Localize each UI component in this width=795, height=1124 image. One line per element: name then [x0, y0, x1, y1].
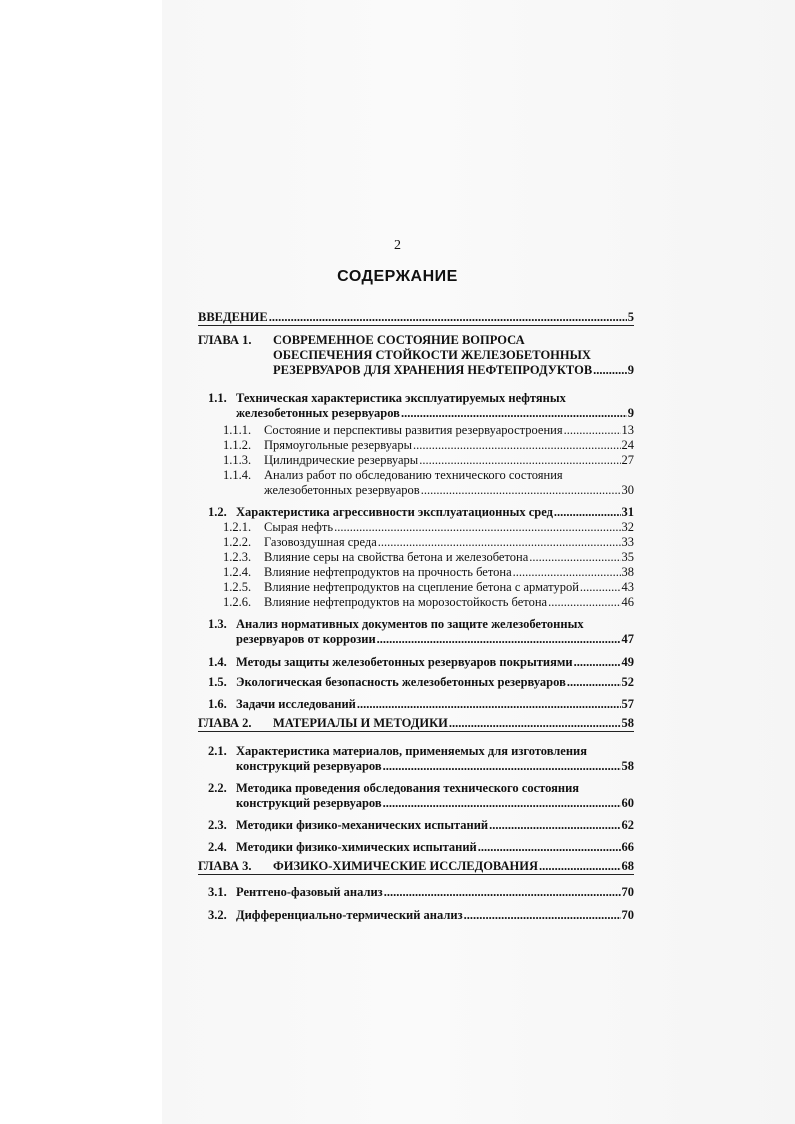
toc-entry-title: Характеристика агрессивности эксплуатационных сред — [236, 505, 553, 519]
toc-entry-line — [208, 781, 634, 795]
toc-page-number: 9 — [627, 406, 634, 420]
toc-entry-number: 1.6. — [208, 697, 227, 711]
toc-leader-dots — [449, 716, 621, 730]
toc-page-number: 49 — [621, 655, 634, 669]
toc-entry-title: Анализ работ по обследованию технического состояния — [264, 468, 563, 482]
toc-entry-line — [273, 348, 634, 362]
toc-entry-title: Влияние серы на свойства бетона и железобетона — [264, 550, 529, 564]
toc-page-number: 70 — [621, 908, 634, 922]
toc-entry-title: ВВЕДЕНИЕ — [198, 310, 268, 324]
toc-page-number: 13 — [621, 423, 634, 437]
toc-entry-line — [236, 632, 634, 646]
section-divider — [198, 731, 634, 732]
toc-entry-title: железобетонных резервуаров — [264, 483, 420, 497]
toc-entry-number: 2.4. — [208, 840, 227, 854]
toc-leader-dots — [384, 885, 621, 899]
toc-entry-line — [223, 468, 634, 482]
toc-entry-title: Сырая нефть — [264, 520, 334, 534]
toc-page-number: 70 — [621, 885, 634, 899]
toc-entry-number: 2.2. — [208, 781, 227, 795]
toc-page-number: 33 — [621, 535, 634, 549]
toc-leader-dots — [513, 565, 621, 579]
toc-entry-line — [236, 796, 634, 810]
toc-entry-number: 2.1. — [208, 744, 227, 758]
toc-entry-line — [208, 655, 634, 669]
toc-entry-number: 1.2.4. — [223, 565, 252, 579]
toc-entry-title: Методика проведения обследования технического состояния — [236, 781, 580, 795]
toc-entry-title: железобетонных резервуаров — [236, 406, 400, 420]
toc-entry-title: конструкций резервуаров — [236, 759, 382, 773]
toc-entry-line — [223, 453, 634, 467]
section-divider — [198, 874, 634, 875]
toc-entry-line — [223, 423, 634, 437]
toc-leader-dots — [529, 550, 620, 564]
toc-entry-number: 1.2.6. — [223, 595, 252, 609]
toc-entry-title: СОВРЕМЕННОЕ СОСТОЯНИЕ ВОПРОСА — [273, 333, 525, 347]
toc-leader-dots — [334, 520, 620, 534]
toc-entry-title: Методики физико-механических испытаний — [236, 818, 489, 832]
toc-page-number: 43 — [621, 580, 634, 594]
toc-leader-dots — [574, 655, 621, 669]
toc-entry-title: Состояние и перспективы развития резервуаростроения — [264, 423, 563, 437]
toc-page-number: 24 — [621, 438, 634, 452]
toc-entry-title: Рентгено-фазовый анализ — [236, 885, 383, 899]
section-divider — [198, 325, 634, 326]
toc-entry-line — [198, 859, 634, 873]
toc-entry-number: 1.1.1. — [223, 423, 252, 437]
toc-page-number: 47 — [621, 632, 634, 646]
toc-leader-dots — [383, 796, 621, 810]
page-title: СОДЕРЖАНИЕ — [337, 268, 458, 285]
toc-entry-line — [208, 840, 634, 854]
toc-entry-line — [223, 520, 634, 534]
toc-entry-title: ФИЗИКО-ХИМИЧЕСКИЕ ИССЛЕДОВАНИЯ — [273, 859, 538, 873]
toc-page-number: 58 — [621, 716, 634, 730]
toc-leader-dots — [593, 363, 627, 377]
toc-entry-title: Задачи исследований — [236, 697, 356, 711]
toc-entry-title: Влияние нефтепродуктов на морозостойкость бетона — [264, 595, 548, 609]
toc-entry-number: 1.2.5. — [223, 580, 252, 594]
toc-leader-dots — [419, 453, 620, 467]
toc-entry-title: конструкций резервуаров — [236, 796, 382, 810]
toc-page-number: 27 — [621, 453, 634, 467]
toc-page-number: 52 — [621, 675, 634, 689]
toc-entry-number: 1.1. — [208, 391, 227, 405]
toc-entry-number: 1.5. — [208, 675, 227, 689]
toc-leader-dots — [357, 697, 621, 711]
toc-entry-number: 1.1.2. — [223, 438, 252, 452]
toc-entry-title: ОБЕСПЕЧЕНИЯ СТОЙКОСТИ ЖЕЛЕЗОБЕТОННЫХ — [273, 348, 591, 362]
toc-entry-line — [236, 406, 634, 420]
toc-entry-line — [223, 438, 634, 452]
toc-leader-dots — [377, 632, 621, 646]
toc-entry-line — [198, 333, 634, 347]
toc-page-number: 68 — [621, 859, 634, 873]
toc-entry-title: Газовоздушная среда — [264, 535, 377, 549]
toc-page-number: 32 — [621, 520, 634, 534]
toc-leader-dots — [478, 840, 621, 854]
toc-page-number: 31 — [621, 505, 634, 519]
toc-entry-number: 1.1.3. — [223, 453, 252, 467]
toc-page-number: 60 — [621, 796, 634, 810]
toc-leader-dots — [401, 406, 627, 420]
toc-entry-line — [208, 818, 634, 832]
toc-entry-line — [223, 550, 634, 564]
toc-entry-line — [208, 908, 634, 922]
toc-page-number: 66 — [621, 840, 634, 854]
toc-leader-dots — [421, 483, 621, 497]
toc-entry-number: 1.2. — [208, 505, 227, 519]
toc-leader-dots — [564, 423, 621, 437]
toc-entry-title: Дифференциально-термический анализ — [236, 908, 463, 922]
toc-entry-line — [198, 310, 634, 324]
toc-leader-dots — [378, 535, 621, 549]
toc-entry-line — [208, 744, 634, 758]
toc-leader-dots — [383, 759, 621, 773]
toc-leader-dots — [580, 580, 621, 594]
toc-entry-line — [208, 391, 634, 405]
toc-page-number: 57 — [621, 697, 634, 711]
toc-entry-title: Влияние нефтепродуктов на сцепление бетона с арматурой — [264, 580, 579, 594]
toc-leader-dots — [539, 859, 621, 873]
toc-leader-dots — [269, 310, 627, 324]
toc-page-number: 46 — [621, 595, 634, 609]
toc-page-number: 35 — [621, 550, 634, 564]
toc-entry-number: 3.2. — [208, 908, 227, 922]
toc-leader-dots — [489, 818, 620, 832]
toc-entry-title: резервуаров от коррозии — [236, 632, 376, 646]
toc-entry-number: 1.2.3. — [223, 550, 252, 564]
toc-entry-line — [208, 505, 634, 519]
toc-entry-line — [264, 483, 634, 497]
toc-entry-title: МАТЕРИАЛЫ И МЕТОДИКИ — [273, 716, 448, 730]
toc-entry-line — [223, 565, 634, 579]
toc-entry-title: Методики физико-химических испытаний — [236, 840, 477, 854]
toc-entry-title: Экологическая безопасность железобетонных резервуаров — [236, 675, 566, 689]
toc-entry-number: 1.3. — [208, 617, 227, 631]
toc-entry-title: РЕЗЕРВУАРОВ ДЛЯ ХРАНЕНИЯ НЕФТЕПРОДУКТОВ — [273, 363, 593, 377]
toc-entry-title: Влияние нефтепродуктов на прочность бетона — [264, 565, 512, 579]
toc-entry-number: ГЛАВА 2. — [198, 716, 252, 730]
toc-entry-title: Цилиндрические резервуары — [264, 453, 419, 467]
toc-page-number: 38 — [621, 565, 634, 579]
toc-entry-line — [208, 617, 634, 631]
toc-leader-dots — [413, 438, 620, 452]
toc-page-number: 58 — [621, 759, 634, 773]
toc-entry-number: 1.4. — [208, 655, 227, 669]
toc-entry-line — [198, 716, 634, 730]
toc-entry-line — [236, 759, 634, 773]
toc-leader-dots — [548, 595, 620, 609]
toc-leader-dots — [567, 675, 621, 689]
toc-entry-title: Техническая характеристика эксплуатируемых нефтяных — [236, 391, 566, 405]
toc-entry-number: 2.3. — [208, 818, 227, 832]
toc-entry-line — [208, 885, 634, 899]
toc-page-number: 9 — [627, 363, 634, 377]
toc-leader-dots — [464, 908, 621, 922]
toc-entry-number: 3.1. — [208, 885, 227, 899]
toc-entry-line — [208, 675, 634, 689]
toc-entry-number: 1.2.1. — [223, 520, 252, 534]
page-number: 2 — [394, 238, 401, 253]
toc-entry-title: Характеристика материалов, применяемых для изготовления — [236, 744, 588, 758]
toc-entry-line — [208, 697, 634, 711]
toc-entry-number: 1.1.4. — [223, 468, 252, 482]
toc-entry-line — [223, 535, 634, 549]
toc-entry-title: Прямоугольные резервуары — [264, 438, 413, 452]
toc-entry-number: ГЛАВА 3. — [198, 859, 252, 873]
toc-entry-line — [273, 363, 634, 377]
toc-entry-line — [223, 580, 634, 594]
toc-leader-dots — [554, 505, 621, 519]
toc-page-number: 62 — [621, 818, 634, 832]
toc-entry-number: ГЛАВА 1. — [198, 333, 252, 347]
toc-entry-title: Анализ нормативных документов по защите железобетонных — [236, 617, 584, 631]
toc-entry-line — [223, 595, 634, 609]
toc-entry-number: 1.2.2. — [223, 535, 252, 549]
toc-page-number: 5 — [627, 310, 634, 324]
toc-page-number: 30 — [621, 483, 634, 497]
toc-entry-title: Методы защиты железобетонных резервуаров покрытиями — [236, 655, 573, 669]
